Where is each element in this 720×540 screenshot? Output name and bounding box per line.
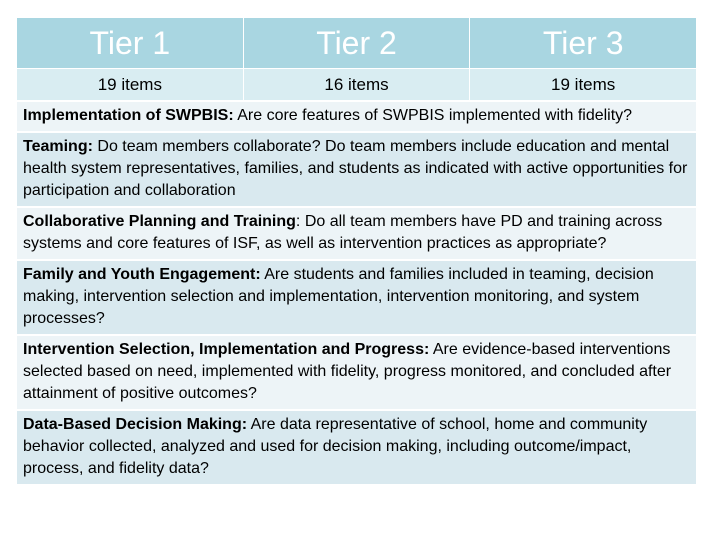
row-label: Data-Based Decision Making:: [23, 416, 248, 433]
row-family-youth: [17, 259, 696, 334]
row-label: Intervention Selection, Implementation and Progress:: [23, 341, 430, 358]
row-text: : Do all team members have PD and training across systems and core features of ISF, as well as intervention practices as appropriate?: [23, 213, 663, 252]
row-teaming: [17, 131, 696, 206]
row-text: Are data representative of school, home and community behavior collected, analyzed and used for decision making, including outcome/impact, process, and fidelity data?: [23, 416, 648, 477]
row-text: Are core features of SWPBIS implemented with fidelity?: [233, 107, 633, 124]
row-label: Family and Youth Engagement:: [23, 266, 261, 283]
tier-2-count: 16 items: [244, 69, 471, 100]
row-data-based: [17, 409, 696, 484]
row-label: Collaborative Planning and Training: [23, 213, 296, 230]
item-count-row: [17, 68, 696, 100]
row-implementation: [17, 100, 696, 131]
tier-2-header: Tier 2: [244, 18, 471, 68]
tier-3-count: 19 items: [551, 74, 616, 94]
tier-1-count: 19 items: [17, 69, 244, 100]
tier-3-header: Tier 3: [542, 24, 624, 61]
row-collaborative-planning: [17, 206, 696, 259]
row-text: Are evidence-based interventions selected based on need, implemented with fidelity, progress monitored, and concluded after attainment of positive outcomes?: [23, 341, 672, 402]
tier-header-row: [17, 18, 696, 68]
tiers-table: [17, 18, 696, 484]
tier-1-header: Tier 1: [17, 18, 244, 68]
row-text: Are students and families included in teaming, decision making, intervention selection and implementation, intervention monitoring, and system processes?: [23, 266, 654, 327]
row-text: Do team members collaborate? Do team members include education and mental health system representatives, families, and students as indicated with active opportunities for participation and collaboration: [23, 138, 688, 199]
row-label: Teaming:: [23, 138, 93, 155]
row-intervention-selection: [17, 334, 696, 409]
row-label: Implementation of SWPBIS:: [23, 107, 234, 124]
